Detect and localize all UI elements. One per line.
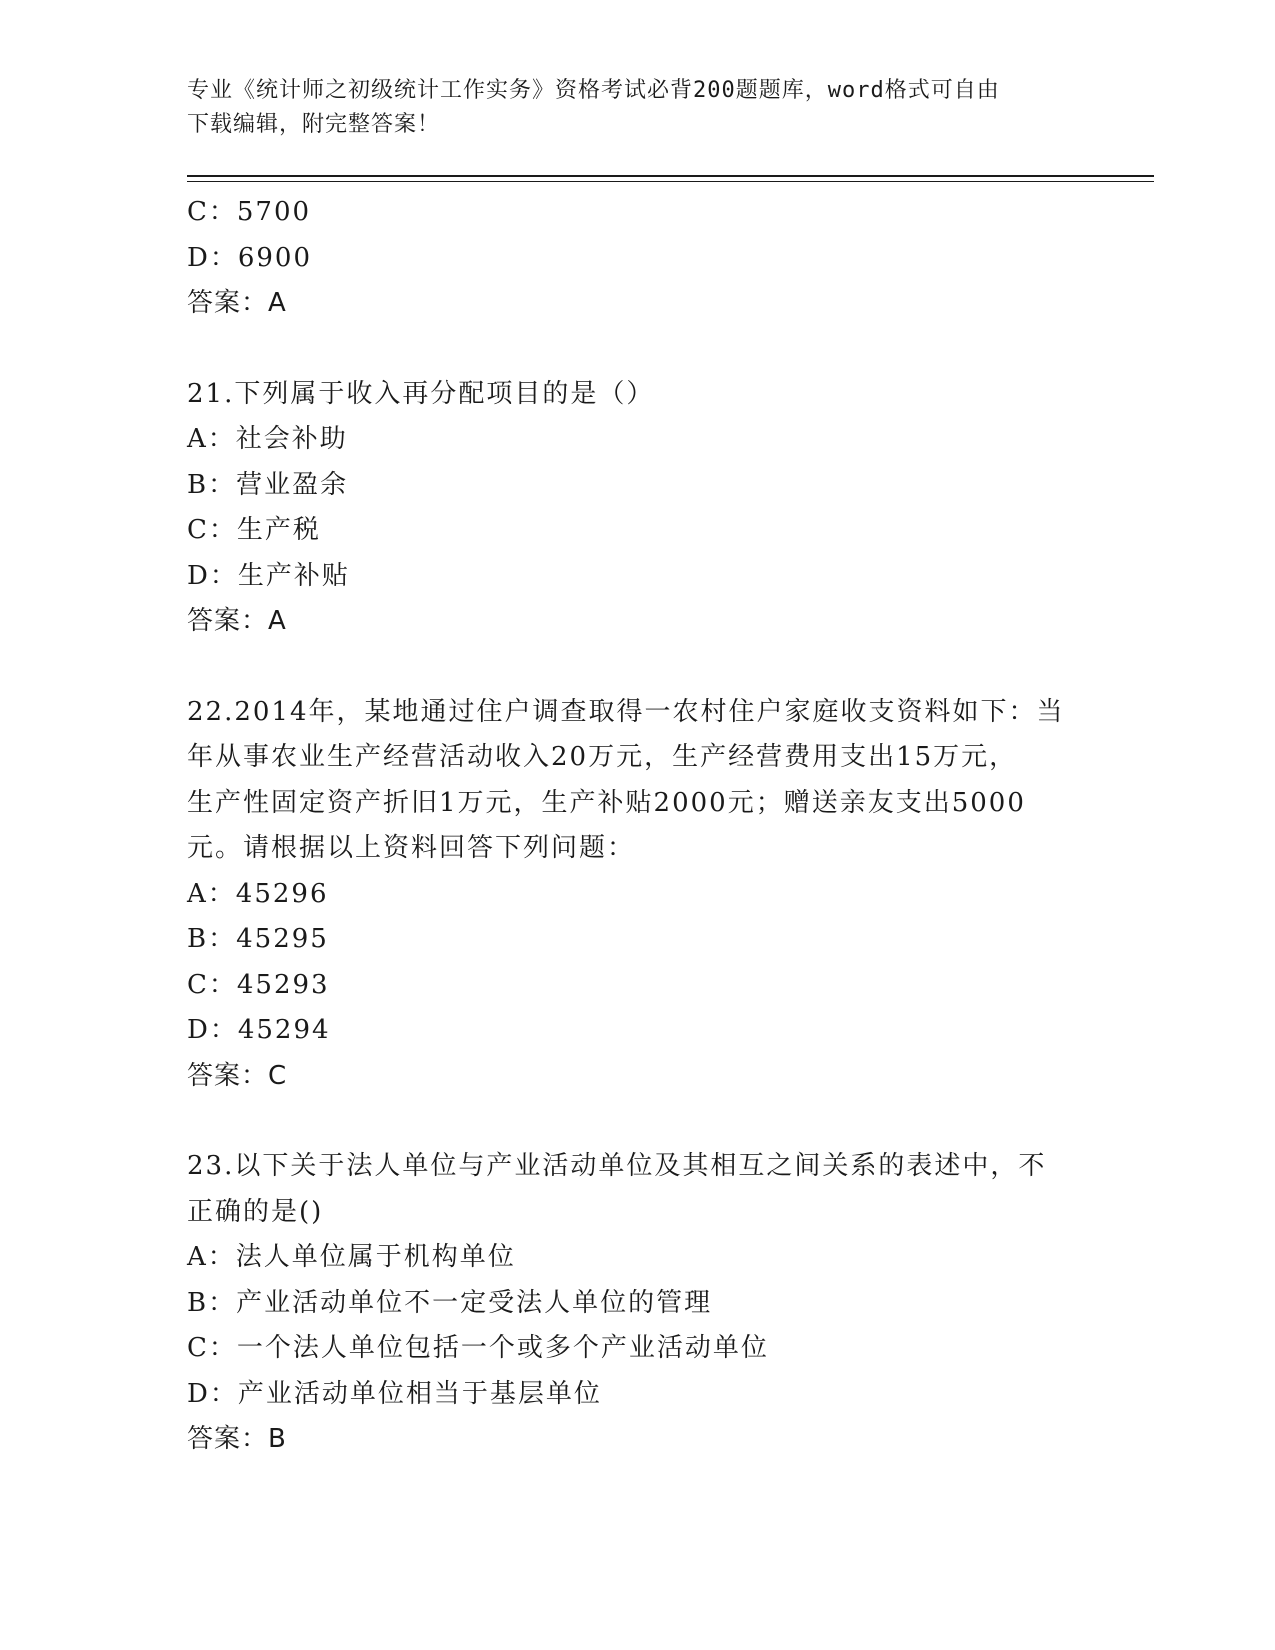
option-b: B：营业盈余	[187, 469, 349, 500]
option-c: C：一个法人单位包括一个或多个产业活动单位	[187, 1333, 769, 1363]
question-22	[187, 690, 1087, 1100]
option-b: B：45295	[187, 924, 329, 954]
header-rule-thin	[187, 181, 1154, 182]
question-list	[187, 190, 1087, 1463]
question-21	[187, 372, 1087, 645]
question-20-tail	[187, 190, 1087, 327]
question-stem-line-2: 正确的是()	[187, 1196, 324, 1227]
question-stem: 21.下列属于收入再分配项目的是（）	[187, 378, 655, 409]
answer-line: 答案：B	[187, 1424, 287, 1454]
option-c: C：5700	[187, 197, 312, 227]
option-d: D：45294	[187, 1015, 331, 1045]
option-c: C：45293	[187, 969, 330, 1000]
question-stem-line-1: 23.以下关于法人单位与产业活动单位及其相互之间关系的表述中，不	[187, 1151, 1047, 1181]
option-b: B：产业活动单位不一定受法人单位的管理	[187, 1287, 713, 1318]
header-title-line-1: 专业《统计师之初级统计工作实务》资格考试必背200题题库，word格式可自由	[187, 78, 1000, 103]
answer-line: 答案：A	[187, 606, 287, 636]
option-c: C：生产税	[187, 515, 321, 545]
question-stem-line-1: 22.2014年，某地通过住户调查取得一农村住户家庭收支资料如下：当	[187, 696, 1065, 727]
header-title-line-2: 下载编辑，附完整答案！	[187, 112, 441, 137]
header-rule-thick	[187, 175, 1154, 177]
spacer	[187, 1099, 1087, 1144]
question-stem-line-2: 年从事农业生产经营活动收入20万元，生产经营费用支出15万元，	[187, 742, 1018, 772]
document-header	[187, 74, 1087, 142]
question-stem-line-4: 元。请根据以上资料回答下列问题：	[187, 833, 636, 863]
option-a: A：法人单位属于机构单位	[187, 1242, 516, 1272]
spacer	[187, 327, 1087, 372]
option-d: D：生产补贴	[187, 560, 350, 591]
option-d: D：产业活动单位相当于基层单位	[187, 1378, 602, 1409]
answer-line: 答案：A	[187, 288, 287, 318]
question-23	[187, 1144, 1087, 1463]
spacer	[187, 645, 1087, 690]
option-a: A：社会补助	[187, 424, 348, 454]
option-a: A：45296	[187, 878, 329, 909]
answer-line: 答案：C	[187, 1060, 288, 1091]
option-d: D：6900	[187, 242, 313, 273]
question-stem-line-3: 生产性固定资产折旧1万元，生产补贴2000元；赠送亲友支出5000	[187, 787, 1026, 818]
